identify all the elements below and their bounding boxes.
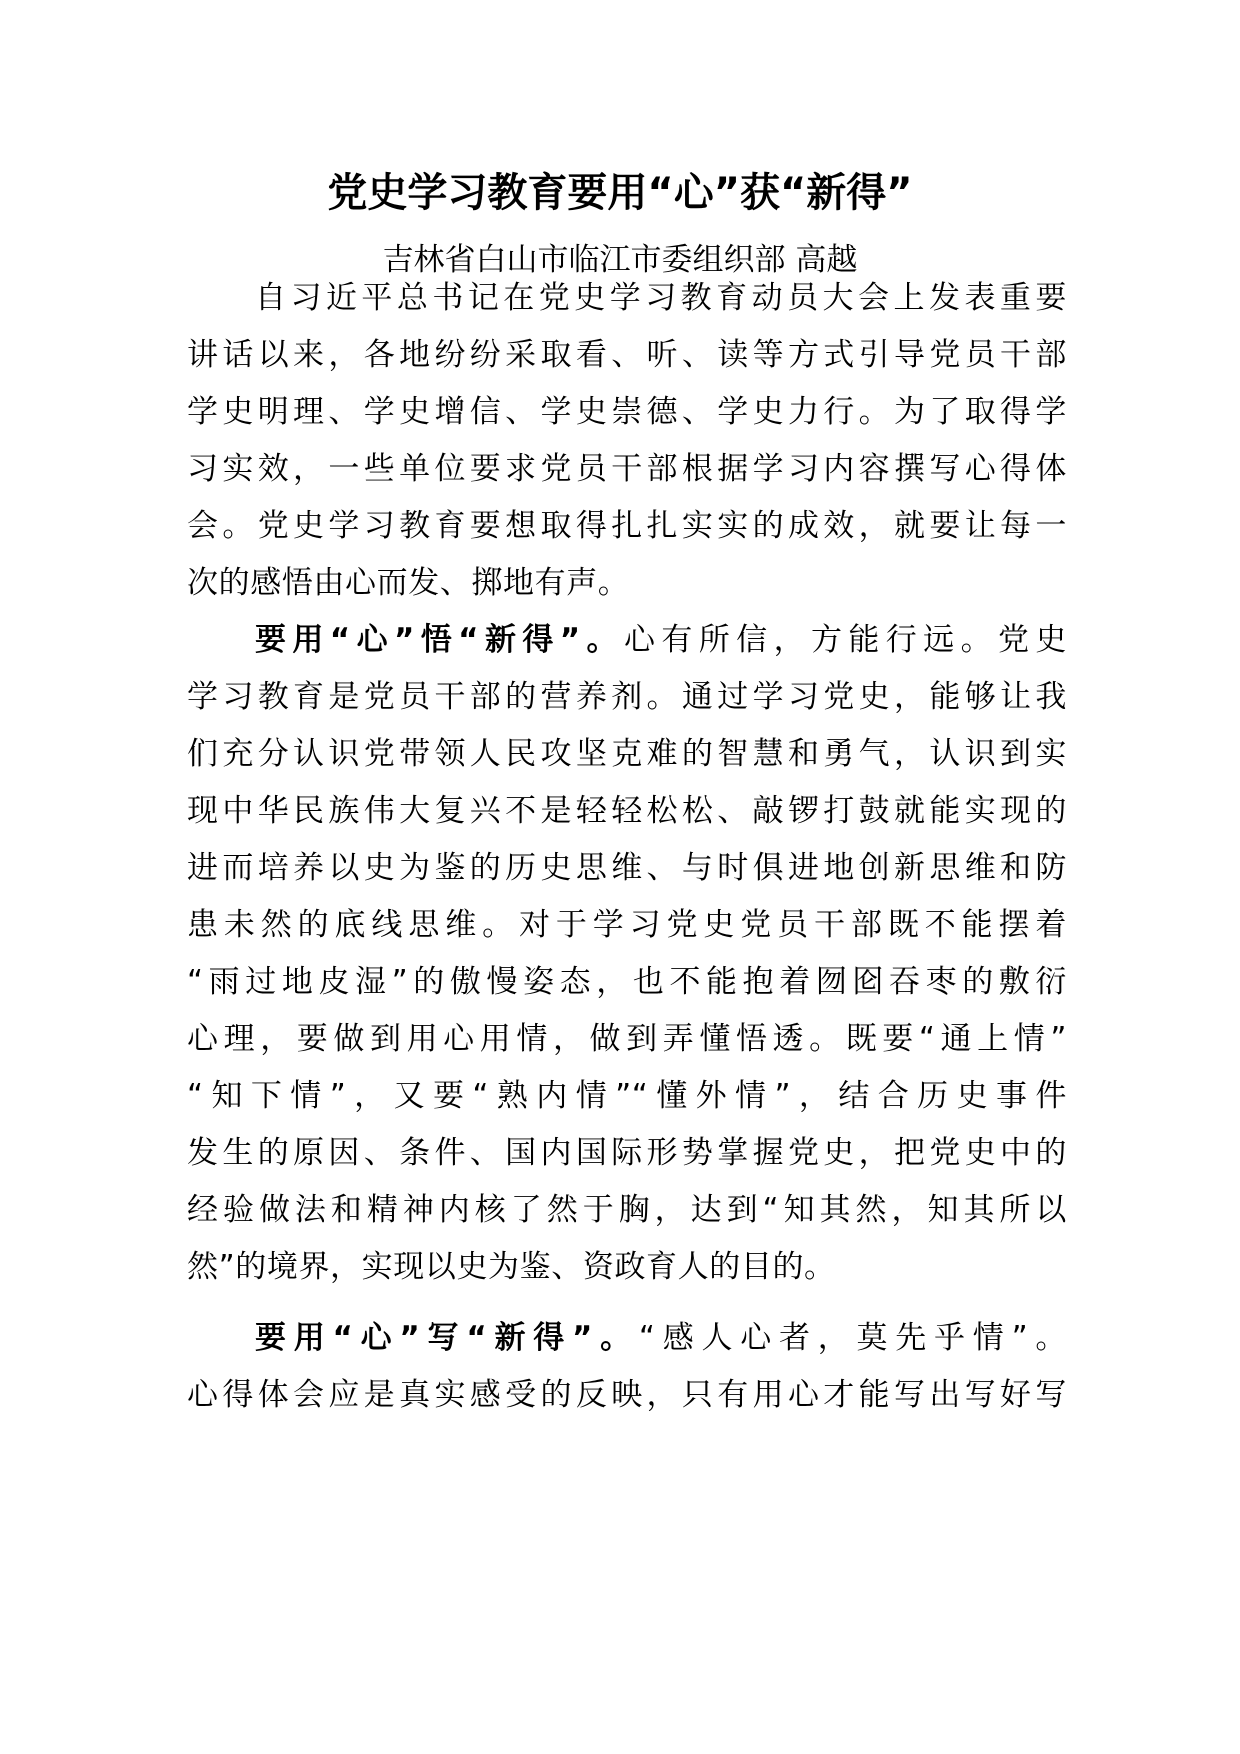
paragraph-3-line-2: 心得体会应是真实感受的反映，只有用心才能写出写好写 (187, 1377, 1067, 1413)
paragraph-2-lead: 要用“心”悟“新得”。 (255, 622, 624, 658)
paragraph-1-line-4: 习实效，一些单位要求党员干部根据学习内容撰写心得体 (187, 451, 1067, 487)
paragraph-2-line-8: 心理，要做到用心用情，做到弄懂悟透。既要“通上情” (187, 1021, 1067, 1057)
paragraph-3-first-line-rest: “感人心者，莫先乎情”。 (638, 1320, 1067, 1356)
paragraph-2-line-4: 现中华民族伟大复兴不是轻轻松松、敲锣打鼓就能实现的 (187, 793, 1067, 829)
paragraph-2-line-5: 进而培养以史为鉴的历史思维、与时俱进地创新思维和防 (187, 850, 1067, 886)
paragraph-2-first-line-rest: 心有所信，方能行远。党史 (623, 622, 1067, 658)
paragraph-1-line-6: 次的感悟由心而发、掷地有声。 (187, 565, 630, 601)
paragraph-2-line-6: 患未然的底线思维。对于学习党史党员干部既不能摆着 (187, 907, 1067, 943)
paragraph-1-line-1: 自习近平总书记在党史学习教育动员大会上发表重要 (255, 280, 1067, 316)
paragraph-2-line-3: 们充分认识党带领人民攻坚克难的智慧和勇气，认识到实 (187, 736, 1067, 772)
paragraph-1-line-3: 学史明理、学史增信、学史崇德、学史力行。为了取得学 (187, 394, 1067, 430)
paragraph-2-line-11: 经验做法和精神内核了然于胸，达到“知其然，知其所以 (187, 1192, 1067, 1228)
paragraph-1-line-2: 讲话以来，各地纷纷采取看、听、读等方式引导党员干部 (187, 337, 1067, 373)
paragraph-3-line-1 (255, 1316, 1067, 1360)
paragraph-2-line-12: 然”的境界，实现以史为鉴、资政育人的目的。 (187, 1249, 836, 1285)
paragraph-2-line-2: 学习教育是党员干部的营养剂。通过学习党史，能够让我 (187, 679, 1067, 715)
paragraph-1-line-5: 会。党史学习教育要想取得扎扎实实的成效，就要让每一 (187, 508, 1067, 544)
document-title: 党史学习教育要用“心”获“新得” (327, 170, 913, 216)
paragraph-2-line-1 (255, 618, 1067, 662)
paragraph-2-line-10: 发生的原因、条件、国内国际形势掌握党史，把党史中的 (187, 1135, 1067, 1171)
paragraph-2-line-7: “雨过地皮湿”的傲慢姿态，也不能抱着囫囵吞枣的敷衍 (187, 964, 1067, 1000)
paragraph-3-lead: 要用“心”写“新得”。 (255, 1320, 639, 1356)
author-byline: 吉林省白山市临江市委组织部 高越 (382, 242, 858, 278)
paragraph-2-line-9: “知下情”，又要“熟内情”“懂外情”，结合历史事件 (187, 1078, 1067, 1114)
